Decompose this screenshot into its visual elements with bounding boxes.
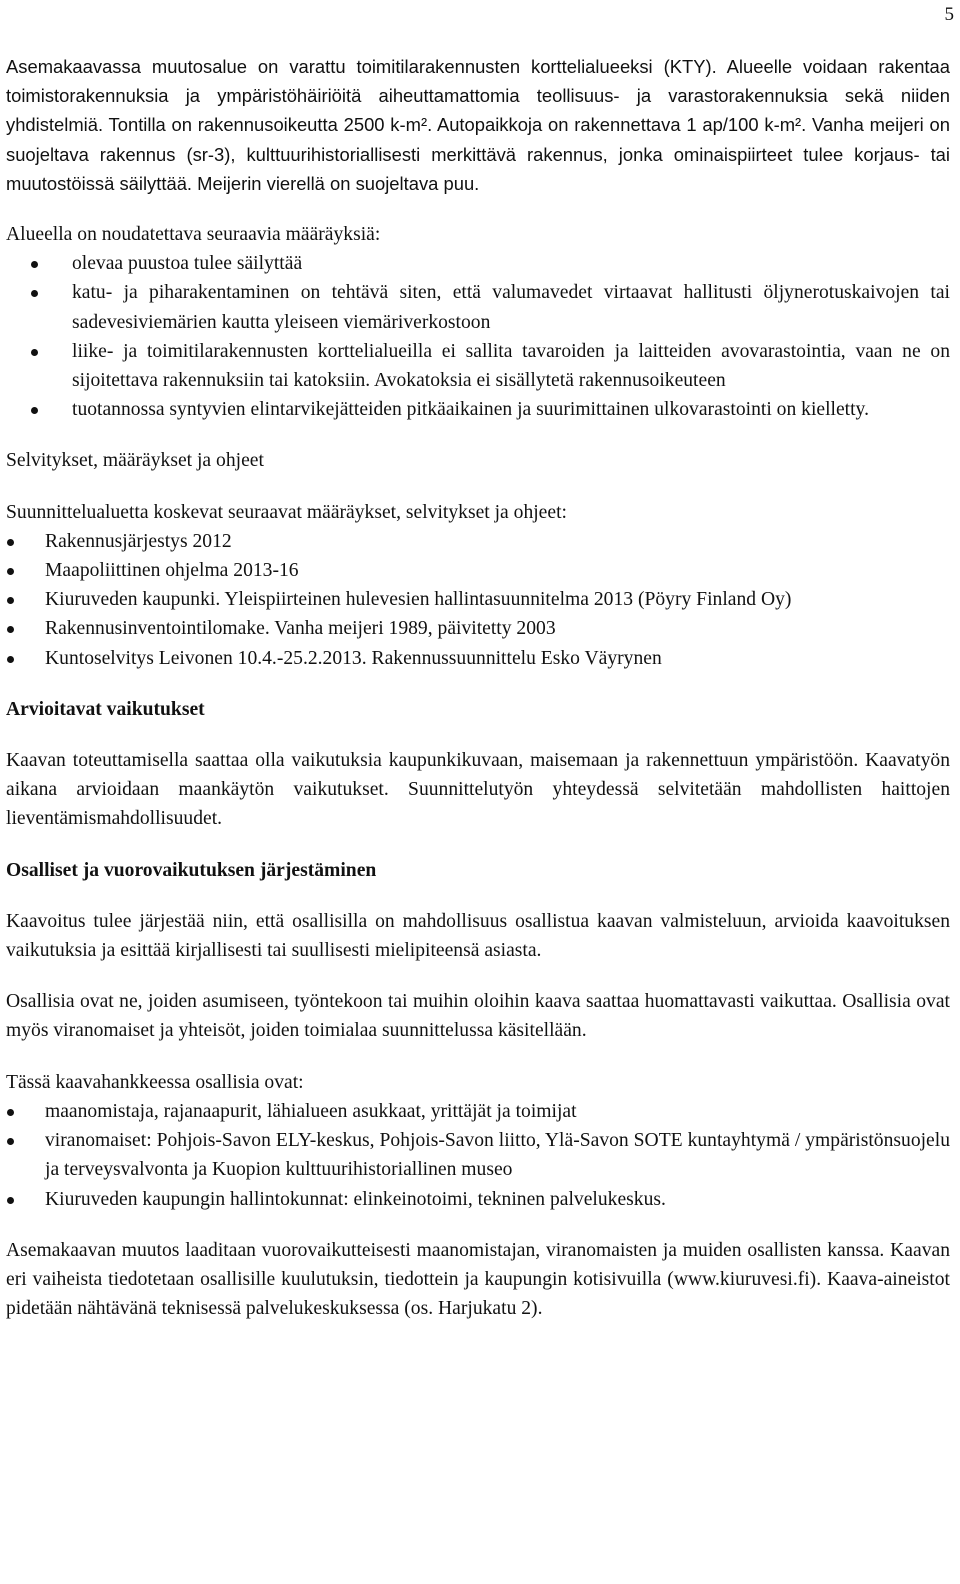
participants-intro: Tässä kaavahankkeessa osallisia ovat: [6,1071,304,1093]
document-body [6,52,950,1323]
bullet-icon [7,568,14,575]
list-item: Kuntoselvitys Leivonen 10.4.-25.2.2013. Rakennussuunnittelu Esko Väyrynen [6,644,950,673]
list-item: Maapoliittinen ohjelma 2013-16 [6,556,950,585]
bullet-icon [31,349,38,356]
bullet-icon [7,1197,14,1204]
bullet-icon [7,1138,14,1145]
bullet-icon [7,656,14,663]
list-item: liike- ja toimitilarakennusten korttelialueilla ei sallita tavaroiden ja laitteiden avovarastointia, vaan ne on sijoitettava rakennuksiin tai katoksiin. Avokatoksia ei sisällytetä rakennusoikeuteen [6,337,950,395]
list-item: Rakennusjärjestys 2012 [6,527,950,556]
impacts-heading: Arvioitavat vaikutukset [6,698,205,720]
closing-paragraph: Asemakaavan muutos laaditaan vuorovaikutteisesti maanomistajan, viranomaisten ja muiden osallisten kanssa. Kaavan eri vaiheista tiedotetaan osallisille kuulutuksin, tiedottein ja kaupungin kotisivuilla (www.kiuruvesi.fi). Kaava-aineistot pidetään nähtävänä teknisessä palvelukeskuksessa (os. Harjukatu 2). [6,1239,950,1320]
regulations-list [6,249,950,424]
list-item: Rakennusinventointilomake. Vanha meijeri 1989, päivitetty 2003 [6,614,950,643]
bullet-icon [7,1109,14,1116]
bullet-icon [31,261,38,268]
participants-list [6,1097,950,1214]
list-item: Kiuruveden kaupunki. Yleispiirteinen hulevesien hallintasuunnitelma 2013 (Pöyry Finland Oy) [6,585,950,614]
list-item: katu- ja piharakentaminen on tehtävä siten, että valumavedet virtaavat hallitusti öljynerotuskaivojen tai sadevesiviemärien kautta yleiseen viemäriverkostoon [6,278,950,336]
bullet-icon [31,407,38,414]
list-item: tuotannossa syntyvien elintarvikejätteiden pitkäaikainen ja suurimittainen ulkovarastointi on kielletty. [6,395,950,424]
studies-heading: Selvitykset, määräykset ja ohjeet [6,450,264,472]
studies-intro: Suunnittelualuetta koskevat seuraavat määräykset, selvitykset ja ohjeet: [6,501,567,523]
regulations-intro: Alueella on noudatettava seuraavia määräyksiä: [6,224,381,246]
studies-list [6,527,950,673]
participation-paragraph-2: Osallisia ovat ne, joiden asumiseen, työntekoon tai muihin oloihin kaava saattaa huomattavasti vaikuttaa. Osallisia ovat myös viranomaiset ja yhteisöt, joiden toimialaa suunnittelussa käsitellään. [6,991,950,1042]
impacts-text: Kaavan toteuttamisella saattaa olla vaikutuksia kaupunkikuvaan, maisemaan ja rakennettuun ympäristöön. Kaavatyön aikana arvioidaan maankäytön vaikutukset. Suunnittelutyön yhteydessä selvitetään mahdollisten haittojen lieventämismahdollisuudet. [6,750,950,830]
participation-heading: Osalliset ja vuorovaikutuksen järjestäminen [6,859,377,881]
list-item: olevaa puustoa tulee säilyttää [6,249,950,278]
bullet-icon [7,597,14,604]
list-item: viranomaiset: Pohjois-Savon ELY-keskus, Pohjois-Savon liitto, Ylä-Savon SOTE kuntayhtymä / ympäristönsuojelu ja terveysvalvonta ja Kuopion kulttuurihistoriallinen museo [6,1126,950,1184]
participation-paragraph-1: Kaavoitus tulee järjestää niin, että osallisilla on mahdollisuus osallistua kaavan valmisteluun, arvioida kaavoituksen vaikutuksia ja esittää kirjallisesti tai suullisesti mielipiteensä asiasta. [6,910,950,962]
bullet-icon [31,290,38,297]
intro-paragraph: Asemakaavassa muutosalue on varattu toimitilarakennusten korttelialueeksi (KTY). Alueelle voidaan rakentaa toimistorakennuksia ja ympäristöhäiriöitä aiheuttamattomia teollisuus- ja varastorakennuksia sekä niiden yhdistelmiä. Tontilla on rakennusoikeutta 2500 k-m². Autopaikkoja on rakennettava 1 ap/100 k-m². Vanha meijeri on suojeltava rakennus (sr-3), kulttuurihistoriallisesti merkittävä rakennus, jonka ominaispiirteet tulee korjaus- tai muutostöissä säilyttää. Meijerin vierellä on suojeltava puu. [6,56,950,194]
page-number: 5 [944,4,954,25]
bullet-icon [7,539,14,546]
bullet-icon [7,626,14,633]
list-item: Kiuruveden kaupungin hallintokunnat: elinkeinotoimi, tekninen palvelukeskus. [6,1185,950,1214]
list-item: maanomistaja, rajanaapurit, lähialueen asukkaat, yrittäjät ja toimijat [6,1097,950,1126]
